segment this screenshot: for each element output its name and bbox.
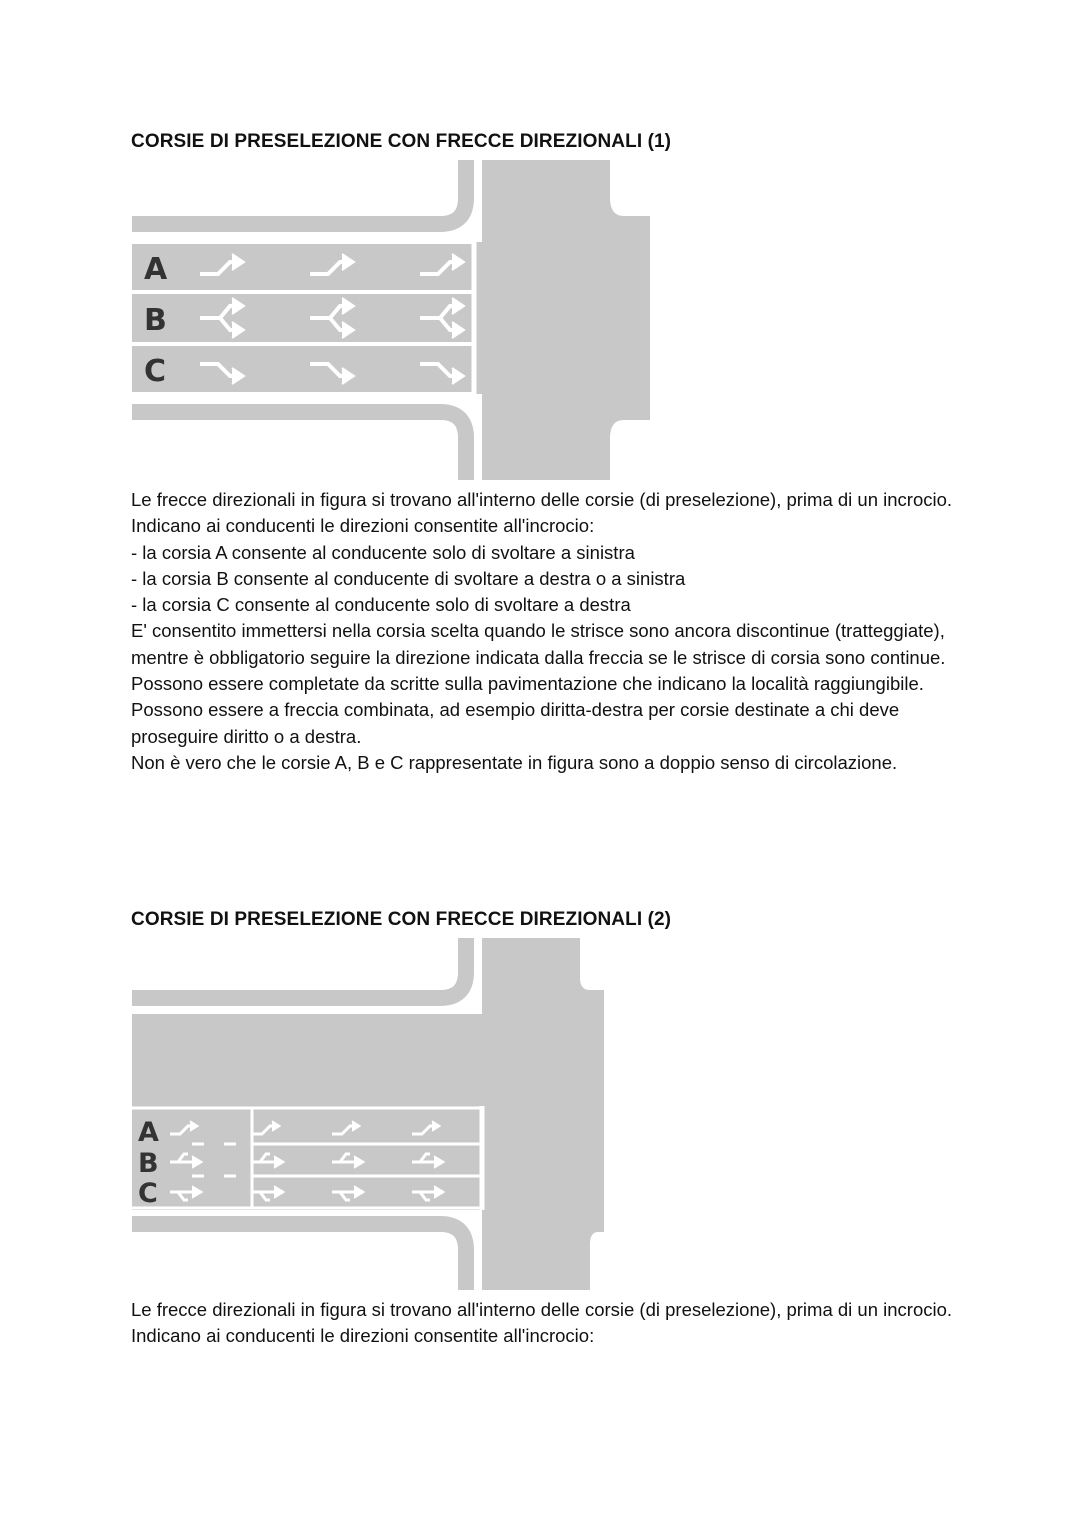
text-line: - la corsia C consente al conducente solo di svoltare a destra [131,594,631,616]
lane-label-a: A [138,1117,159,1148]
section2-text [131,1297,961,1350]
lane-label-c: C [138,1178,158,1209]
text-line: - la corsia B consente al conducente di svoltare a destra o a sinistra [131,567,686,589]
text-line: - la corsia A consente al conducente solo di svoltare a sinistra [131,541,635,563]
lane-label-b: B [144,303,167,338]
section1-title: CORSIE DI PRESELEZIONE CON FRECCE DIREZIONALI (1) [131,131,672,152]
lane-label-a: A [144,252,168,287]
section1-text [131,487,961,776]
text-line: E' consentito immettersi nella corsia scelta quando le strisce sono ancora discontinue (tratteggiate), mentre è obbligatorio seguire la direzione indicata dalla freccia se le strisce di corsia sono continue. [131,620,946,668]
text-line: Indicano ai conducenti le direzioni consentite all'incrocio: [131,515,595,537]
text-line: Possono essere a freccia combinata, ad esempio diritta-destra per corsie destinate a chi deve proseguire diritto o a destra. [131,699,900,747]
figure-intersection-1 [132,160,650,480]
figure-intersection-2 [132,938,604,1290]
lane-label-b: B [138,1148,159,1179]
section2-title: CORSIE DI PRESELEZIONE CON FRECCE DIREZIONALI (2) [131,909,672,930]
text-line: Possono essere completate da scritte sulla pavimentazione che indicano la località raggiungibile. [131,673,924,695]
text-line: Non è vero che le corsie A, B e C rappresentate in figura sono a doppio senso di circolazione. [131,751,898,773]
lane-label-c: C [144,354,167,389]
text-line: Indicano ai conducenti le direzioni consentite all'incrocio: [131,1325,595,1347]
text-line: Le frecce direzionali in figura si trovano all'interno delle corsie (di preselezione), prima di un incrocio. [131,489,953,510]
text-line: Le frecce direzionali in figura si trovano all'interno delle corsie (di preselezione), prima di un incrocio. [131,1299,953,1320]
